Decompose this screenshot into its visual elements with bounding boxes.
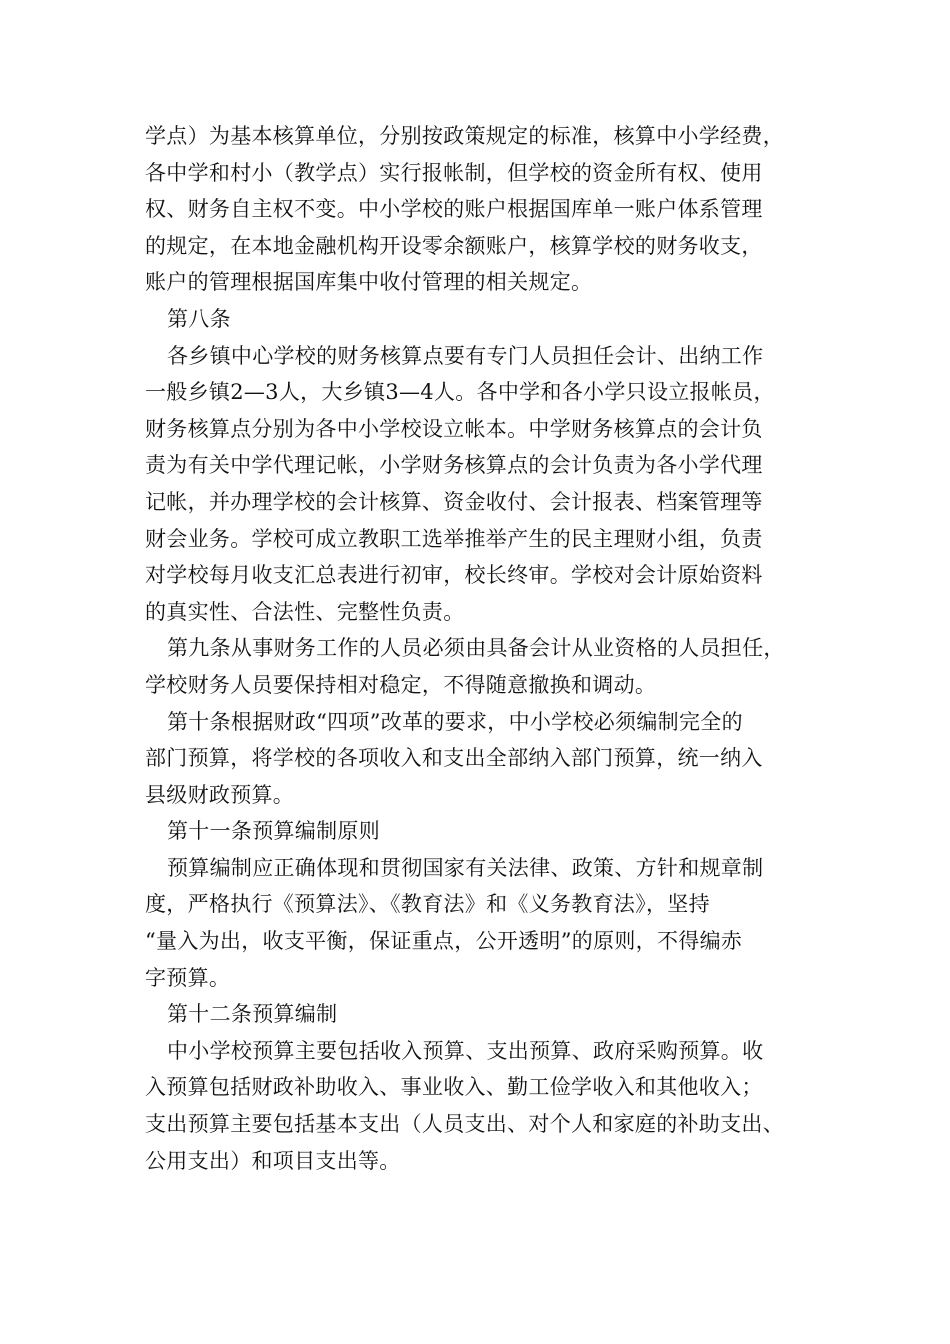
text-line: 字预算。 [145, 965, 231, 990]
text-line: 对学校每月收支汇总表进行初审，校长终审。学校对会计原始资料 [145, 563, 763, 588]
text-line: 第九条从事财务工作的人员必须由具备会计从业资格的人员担任， [167, 636, 785, 661]
text-line: 第十条根据财政“四项”改革的要求，中小学校必须编制完全的 [167, 709, 743, 734]
text-line: 预算编制应正确体现和贯彻国家有关法律、政策、方针和规章制 [167, 855, 764, 880]
text-line: 中小学校预算主要包括收入预算、支出预算、政府采购预算。收 [167, 1038, 764, 1063]
article-12-heading [145, 996, 835, 1033]
text-line: 责为有关中学代理记帐，小学财务核算点的会计负责为各小学代理 [145, 453, 763, 478]
text-line: 公用支出）和项目支出等。 [145, 1148, 401, 1173]
article-8-heading [145, 301, 835, 338]
article-9 [145, 630, 835, 703]
text-line: 的规定，在本地金融机构开设零余额账户，核算学校的财务收支， [145, 233, 763, 258]
text-line: 各中学和村小（教学点）实行报帐制，但学校的资金所有权、使用 [145, 160, 763, 185]
article-10 [145, 704, 835, 814]
text-line: 度，严格执行《预算法》、《教育法》和《义务教育法》，坚持 [145, 892, 710, 917]
article-8-body [145, 338, 835, 631]
text-line: 学校财务人员要保持相对稳定，不得随意撤换和调动。 [145, 672, 657, 697]
text-line: 权、财务自主权不变。中小学校的账户根据国库单一账户体系管理 [145, 197, 763, 222]
article-12-body [145, 1033, 835, 1179]
text-line: 第十二条预算编制 [167, 1002, 338, 1027]
text-line: 一般乡镇2—3人，大乡镇3—4人。各中学和各小学只设立报帐员， [145, 380, 775, 405]
paragraph-accounting-units [145, 118, 835, 301]
text-line: 县级财政预算。 [145, 782, 295, 807]
text-line: 各乡镇中心学校的财务核算点要有专门人员担任会计、出纳工作 [167, 343, 764, 368]
text-line: 记帐，并办理学校的会计核算、资金收付、会计报表、档案管理等 [145, 489, 763, 514]
text-line: 第八条 [167, 306, 231, 331]
text-line: 部门预算，将学校的各项收入和支出全部纳入部门预算，统一纳入 [145, 746, 763, 771]
article-11-heading [145, 813, 835, 850]
text-line: 财务核算点分别为各中小学校设立帐本。中学财务核算点的会计负 [145, 416, 763, 441]
article-11-body [145, 850, 835, 996]
document-body [145, 118, 835, 1179]
text-line: 入预算包括财政补助收入、事业收入、勤工俭学收入和其他收入； [145, 1075, 763, 1100]
text-line: 的真实性、合法性、完整性负责。 [145, 599, 465, 624]
text-line: 财会业务。学校可成立教职工选举推举产生的民主理财小组，负责 [145, 526, 763, 551]
text-line: 学点）为基本核算单位，分别按政策规定的标准，核算中小学经费， [145, 124, 784, 148]
text-line: 第十一条预算编制原则 [167, 819, 380, 844]
text-line: “量入为出，收支平衡，保证重点，公开透明”的原则，不得编赤 [145, 929, 743, 954]
text-line: 账户的管理根据国库集中收付管理的相关规定。 [145, 270, 593, 295]
text-line: 支出预算主要包括基本支出（人员支出、对个人和家庭的补助支出、 [145, 1112, 784, 1137]
